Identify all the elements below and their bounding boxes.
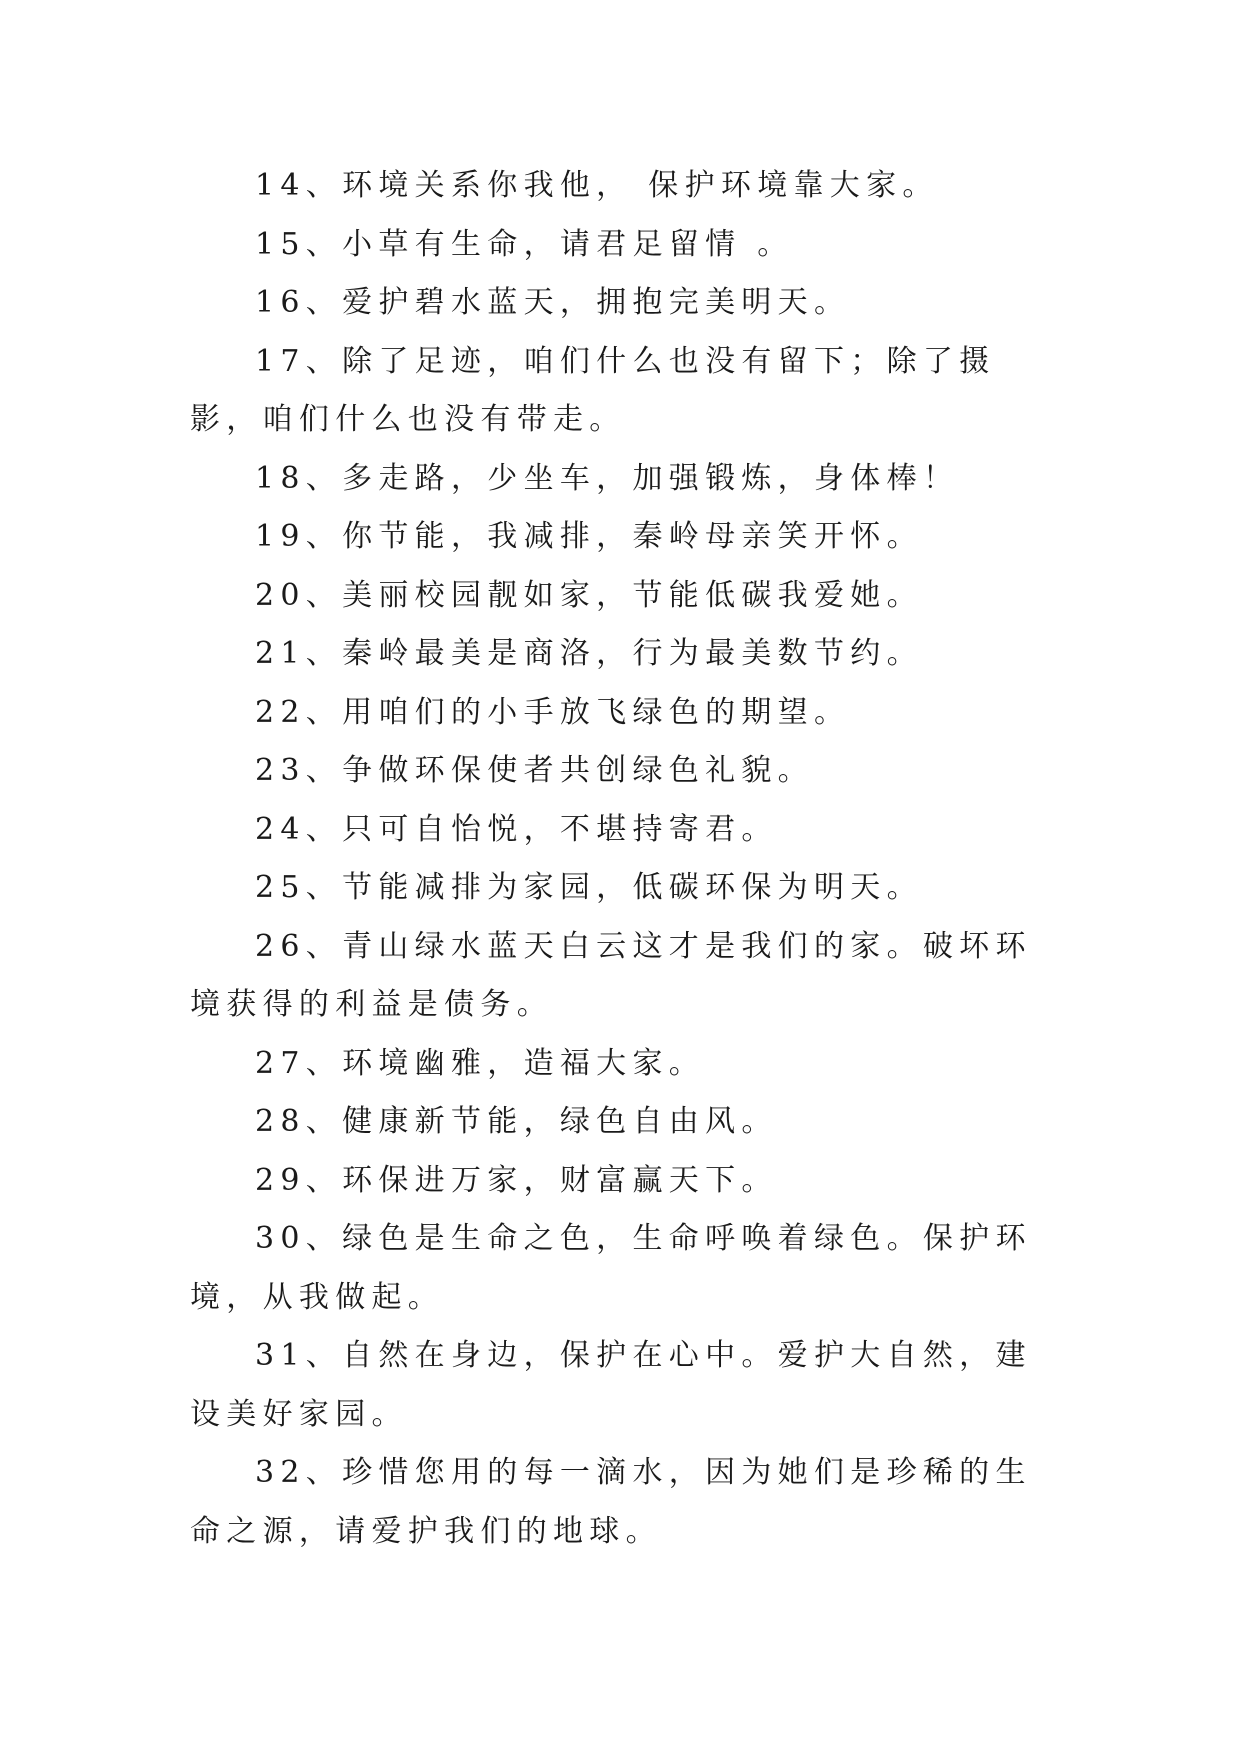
paragraph-18: 18、多走路，少坐车，加强锻炼，身体棒！	[255, 460, 960, 496]
paragraph-21: 21、秦岭最美是商洛，行为最美数节约。	[255, 636, 923, 671]
paragraph-14: 14、环境关系你我他， 保护环境靠大家。	[255, 168, 939, 203]
paragraph-26: 26、青山绿水蓝天白云这才是我们的家。破坏环境获得的利益是债务。	[190, 928, 1032, 1022]
paragraph-22: 22、用咱们的小手放飞绿色的期望。	[255, 694, 851, 730]
paragraph-32: 32、珍惜您用的每一滴水，因为她们是珍稀的生命之源，请爱护我们的地球。	[190, 1455, 1032, 1549]
paragraph-16: 16、爱护碧水蓝天，拥抱完美明天。	[255, 285, 851, 320]
paragraph-23: 23、争做环保使者共创绿色礼貌。	[255, 753, 814, 788]
paragraph-25: 25、节能减排为家园，低碳环保为明天。	[255, 870, 923, 905]
paragraph-31: 31、自然在身边，保护在心中。爱护大自然，建设美好家园。	[190, 1338, 1032, 1432]
paragraph-24: 24、只可自怡悦，不堪持寄君。	[255, 811, 778, 847]
paragraph-19: 19、你节能，我减排，秦岭母亲笑开怀。	[255, 519, 923, 554]
paragraph-29: 29、环保进万家，财富赢天下。	[255, 1162, 778, 1198]
paragraph-30: 30、绿色是生命之色，生命呼唤着绿色。保护环境，从我做起。	[190, 1221, 1032, 1315]
document-body	[190, 157, 1050, 1561]
paragraph-28: 28、健康新节能，绿色自由风。	[255, 1104, 778, 1139]
paragraph-27: 27、环境幽雅，造福大家。	[255, 1045, 706, 1081]
paragraph-17: 17、除了足迹，咱们什么也没有留下；除了摄影，咱们什么也没有带走。	[190, 343, 996, 437]
paragraph-20: 20、美丽校园靓如家，节能低碳我爱她。	[255, 577, 923, 613]
paragraph-15: 15、小草有生命，请君足留情 。	[255, 226, 794, 262]
